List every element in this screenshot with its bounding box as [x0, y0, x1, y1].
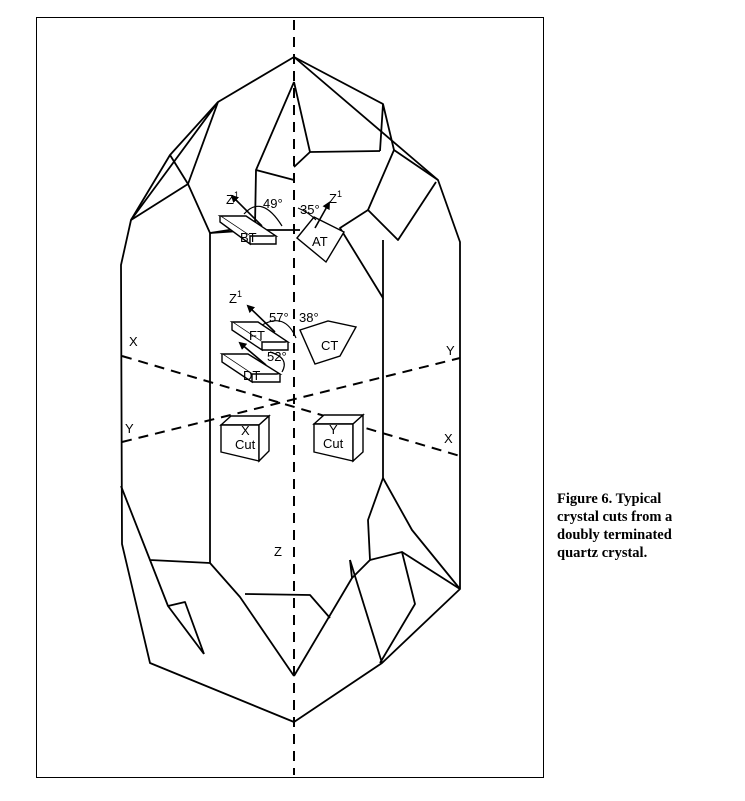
caption-line: Figure 6. Typical	[557, 491, 662, 507]
bt-cut-label: BT	[240, 230, 257, 245]
lower-right-facet-3	[350, 560, 382, 663]
at-cut-label: AT	[312, 234, 328, 249]
lower-right-panel	[352, 478, 383, 578]
bt-z1-label: $Z^1$	[226, 190, 239, 207]
upper-right-facet	[383, 104, 438, 180]
lower-center-face-2	[294, 560, 352, 676]
x-axis-label-right: X	[444, 431, 453, 446]
y-axis-label-right: Y	[446, 343, 455, 358]
z-axis-label: Z	[274, 544, 282, 559]
lower-left-facet	[150, 560, 204, 654]
y-cut-label-b: Cut	[323, 436, 344, 451]
y-cut-label-a: Y	[329, 422, 338, 437]
y-axis-label-left: Y	[125, 421, 134, 436]
upper-left-facet-3	[188, 102, 218, 184]
x-cut-label-a: X	[241, 423, 250, 438]
upper-center-face-2	[256, 152, 310, 180]
lower-left-panel	[121, 486, 210, 563]
figure-caption	[557, 490, 737, 562]
lower-right-face	[383, 478, 460, 589]
caption-line: quartz crystal.	[557, 545, 648, 561]
dt-cut-label: DT	[243, 368, 261, 383]
dt-angle-label: 52°	[267, 349, 287, 364]
x-cut-label-b: Cut	[235, 437, 256, 452]
upper-right-panel	[368, 150, 436, 240]
at-z1-label: $Z^1$	[329, 189, 342, 206]
upper-right-panel-2	[340, 210, 383, 298]
lower-center-face	[245, 594, 330, 618]
bt-angle-label: 49°	[263, 196, 283, 211]
ft-cut-label: FT	[249, 328, 265, 343]
caption-line: crystal cuts from a	[557, 509, 673, 525]
ft-z1-label: $Z^1$	[229, 289, 242, 306]
lower-left-face	[210, 563, 294, 676]
upper-left-facet-2	[131, 155, 188, 220]
ct-angle-label: 38°	[299, 310, 319, 325]
x-axis-label-left: X	[129, 334, 138, 349]
ct-cut-label: CT	[321, 338, 339, 353]
at-angle-label: 35°	[300, 202, 320, 217]
ft-angle-label: 57°	[269, 310, 289, 325]
caption-line: doubly terminated	[557, 527, 672, 543]
